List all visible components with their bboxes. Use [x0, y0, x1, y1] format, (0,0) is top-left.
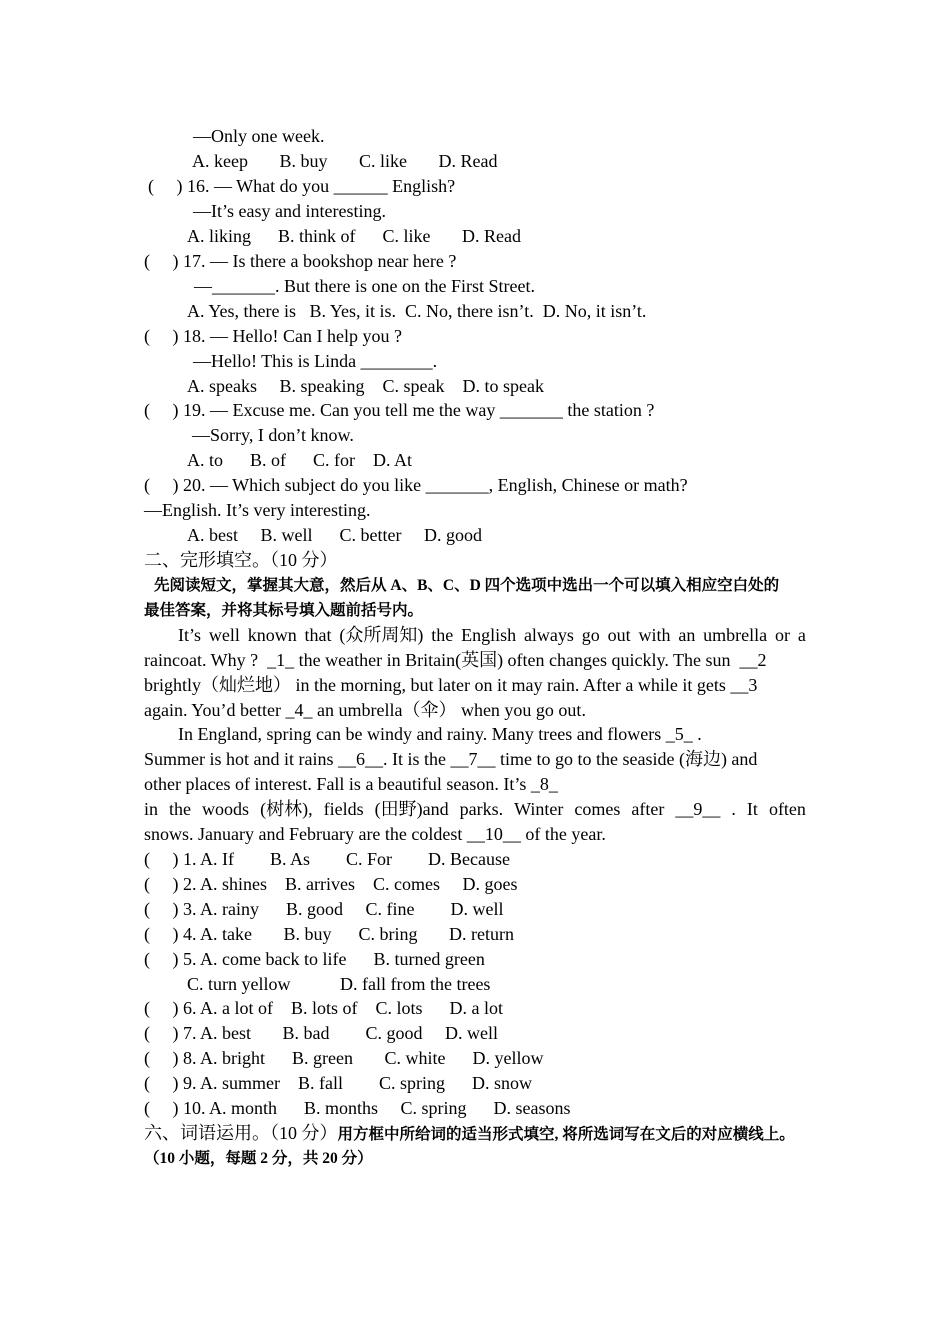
- cloze-instruction-1: 先阅读短文，掌握其大意，然后从 A、B、C、D 四个选项中选出一个可以填入相应空白处的: [154, 577, 780, 594]
- passage-line-4: again. You’d better _4_ an umbrella（伞） when you go out.: [144, 700, 586, 720]
- blank-7: __7__: [450, 749, 496, 769]
- passage-line-7: other places of interest. Fall is a beautiful season. It’s _8_: [144, 774, 558, 794]
- cloze-item-5-cont: C. turn yellow D. fall from the trees: [187, 974, 491, 994]
- q15-answer-line: —Only one week.: [193, 126, 325, 146]
- blank-10: __10__: [466, 824, 521, 844]
- passage-line-2: raincoat. Why ? _1_ the weather in Britain(英国) often changes quickly. The sun __2: [144, 650, 767, 670]
- q18-question: ( ) 18. — Hello! Can I help you ?: [144, 326, 402, 346]
- word-usage-instruction: 用方框中所给词的适当形式填空, 将所选词写在文后的对应横线上。: [337, 1126, 795, 1143]
- cloze-item-8: ( ) 8. A. bright B. green C. white D. yellow: [144, 1048, 544, 1068]
- cloze-item-7: ( ) 7. A. best B. bad C. good D. well: [144, 1023, 498, 1043]
- q19-options: A. to B. of C. for D. At: [187, 450, 412, 470]
- cloze-item-6: ( ) 6. A. a lot of B. lots of C. lots D. a lot: [144, 998, 503, 1018]
- q19-answer-line: —Sorry, I don’t know.: [192, 425, 354, 445]
- q20-answer-line: —English. It’s very interesting.: [144, 500, 371, 520]
- blank-5: _5_: [665, 724, 693, 744]
- q18-options: A. speaks B. speaking C. speak D. to speak: [187, 376, 544, 396]
- cloze-item-10: ( ) 10. A. month B. months C. spring D. seasons: [144, 1098, 571, 1118]
- word-usage-note: （10 小题，每题 2 分，共 20 分）: [144, 1150, 373, 1167]
- q17-question: ( ) 17. — Is there a bookshop near here ?: [144, 251, 457, 271]
- passage-line-6: Summer is hot and it rains __6__. It is the __7__ time to go to the seaside (海边) and: [144, 749, 758, 769]
- cloze-item-2: ( ) 2. A. shines B. arrives C. comes D. goes: [144, 874, 518, 894]
- blank-2: __2: [739, 650, 767, 670]
- section-heading-cloze: 二、完形填空。（10 分）: [144, 550, 338, 570]
- section-heading-word-usage: 六、词语运用。（10 分）用方框中所给词的适当形式填空, 将所选词写在文后的对应横线上。: [144, 1123, 795, 1143]
- q20-options: A. best B. well C. better D. good: [187, 525, 482, 545]
- blank-6: __6__: [337, 749, 383, 769]
- cloze-item-4: ( ) 4. A. take B. buy C. bring D. return: [144, 924, 514, 944]
- cloze-item-1: ( ) 1. A. If B. As C. For D. Because: [144, 849, 510, 869]
- passage-line-5: In England, spring can be windy and rainy. Many trees and flowers _5_ .: [178, 724, 702, 744]
- passage-line-8: in the woods (树林), fields (田野)and parks. Winter comes after __9__ . It often: [144, 797, 806, 822]
- q16-question: ( ) 16. — What do you ______ English?: [148, 176, 456, 196]
- q16-options: A. liking B. think of C. like D. Read: [187, 226, 521, 246]
- cloze-instruction-2: 最佳答案，并将其标号填入题前括号内。: [144, 602, 424, 619]
- q19-question: ( ) 19. — Excuse me. Can you tell me the way _______ the station ?: [144, 400, 655, 420]
- blank-1: _1_: [267, 650, 295, 670]
- q20-question: ( ) 20. — Which subject do you like _______, English, Chinese or math?: [144, 475, 688, 495]
- cloze-item-5: ( ) 5. A. come back to life B. turned green: [144, 949, 485, 969]
- cloze-item-9: ( ) 9. A. summer B. fall C. spring D. snow: [144, 1073, 532, 1093]
- q17-options: A. Yes, there is B. Yes, it is. C. No, there isn’t. D. No, it isn’t.: [187, 301, 647, 321]
- blank-4: _4_: [285, 700, 313, 720]
- q18-answer-line: —Hello! This is Linda ________.: [193, 351, 438, 371]
- blank-9: __9__: [675, 799, 721, 819]
- blank-8: _8_: [530, 774, 558, 794]
- cloze-item-3: ( ) 3. A. rainy B. good C. fine D. well: [144, 899, 504, 919]
- blank-3: __3: [730, 675, 758, 695]
- passage-line-3: brightly（灿烂地） in the morning, but later on it may rain. After a while it gets __3: [144, 675, 758, 695]
- passage-line-1: It’s well known that (众所周知) the English always go out with an umbrella or a: [178, 625, 806, 645]
- q17-answer-line: —_______. But there is one on the First Street.: [194, 276, 535, 296]
- passage-line-9: snows. January and February are the coldest __10__ of the year.: [144, 824, 606, 844]
- q15-options: A. keep B. buy C. like D. Read: [192, 151, 498, 171]
- q16-answer-line: —It’s easy and interesting.: [193, 201, 386, 221]
